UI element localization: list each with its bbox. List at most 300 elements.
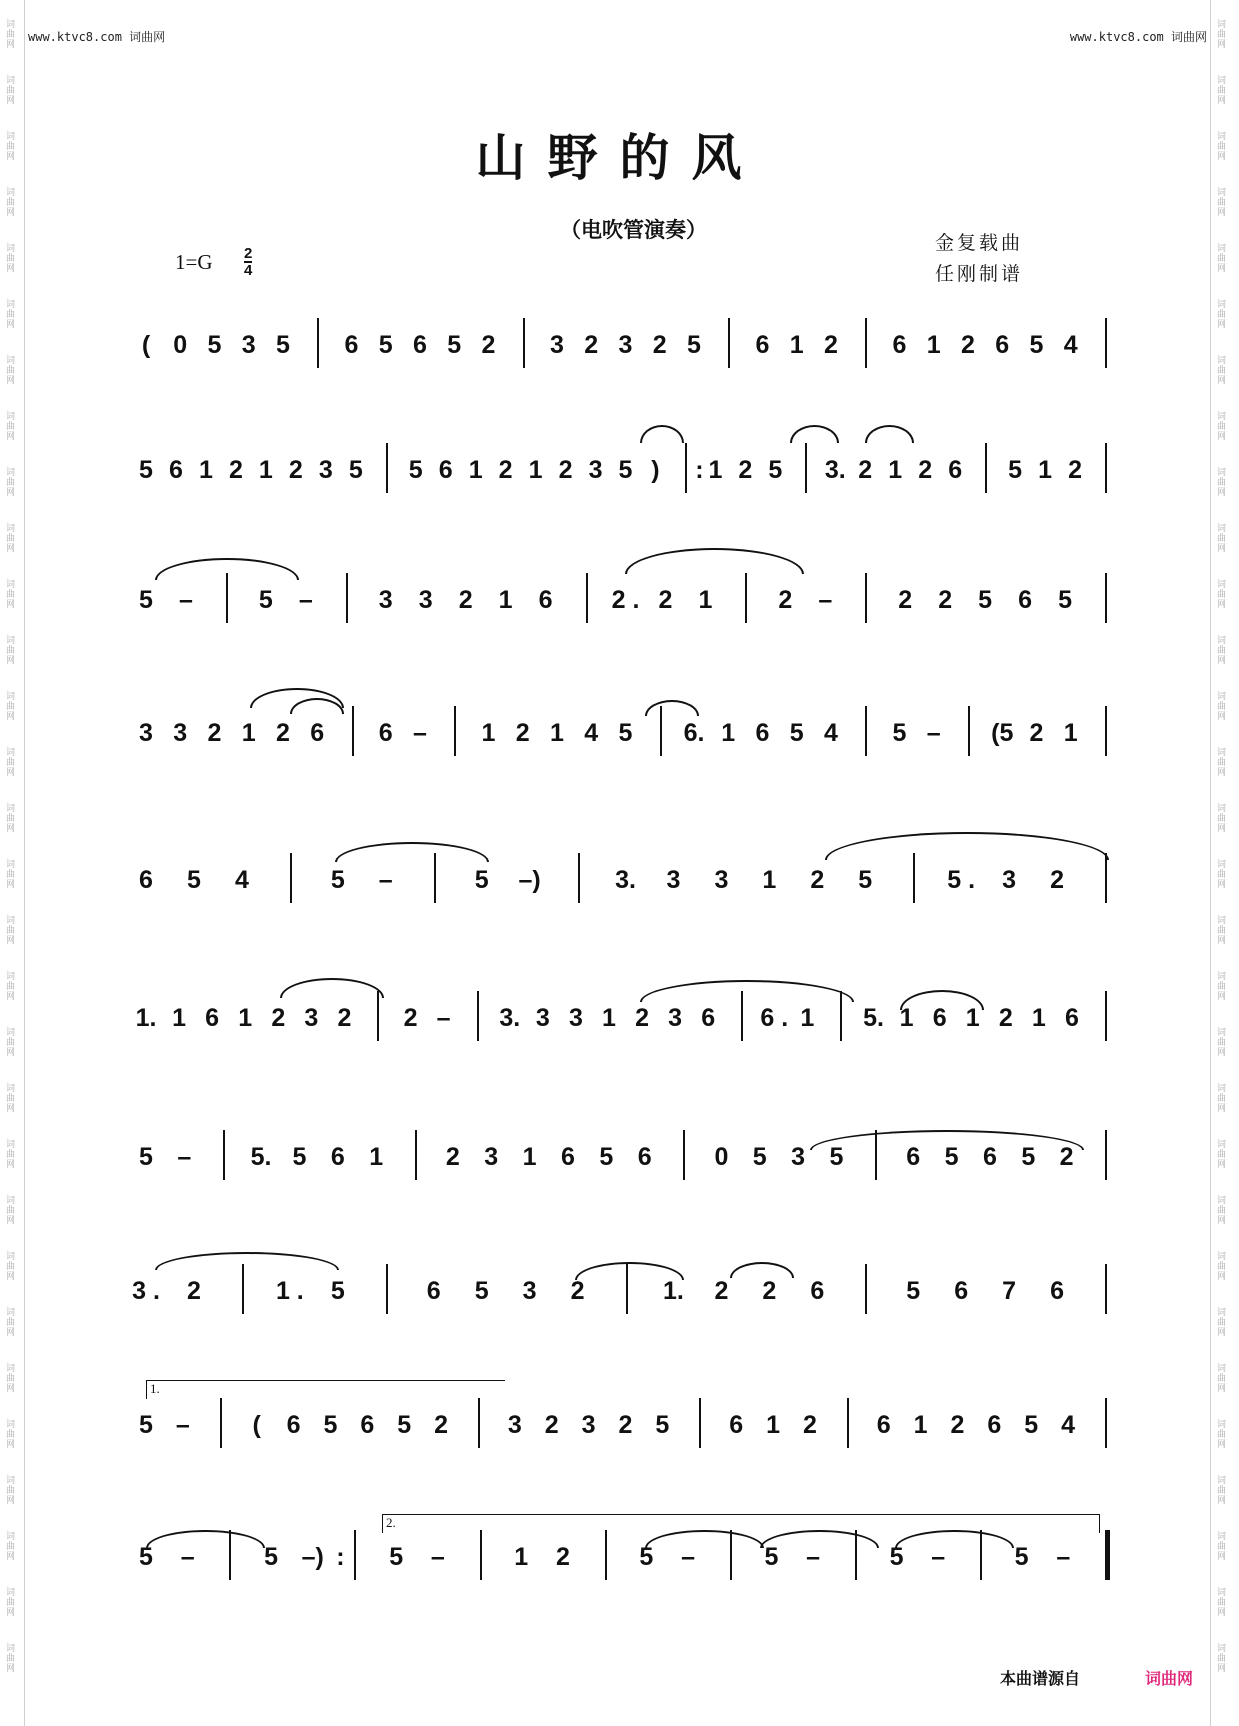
note: 5 [944, 1143, 959, 1171]
note: 6 [810, 1277, 825, 1305]
repeat-dots: : [695, 456, 704, 484]
note: 1 [1038, 456, 1053, 484]
note: 6 [344, 331, 359, 359]
watermark-text: 词 曲 网 [1217, 132, 1227, 162]
note: 4 [584, 719, 599, 747]
note: 5 [139, 1543, 153, 1571]
barline [1105, 318, 1107, 368]
note: 3 [714, 866, 729, 894]
watermark-text: 词 曲 网 [1217, 1420, 1227, 1450]
note: 2 [635, 1004, 649, 1032]
watermark-text: 词 曲 网 [6, 1308, 16, 1338]
note: 6 [892, 331, 907, 359]
note: 6 [413, 331, 427, 359]
time-signature-bottom: 4 [244, 262, 253, 279]
watermark-text: 词 曲 网 [1217, 916, 1227, 946]
note: 2 [618, 1411, 633, 1439]
note: 1 [708, 456, 723, 484]
note: 3. [824, 456, 846, 484]
note: 2 [276, 719, 290, 747]
watermark-text: 词 曲 网 [6, 20, 16, 50]
time-signature [244, 246, 252, 278]
note: 2 [762, 1277, 777, 1305]
watermark-text: 词 曲 网 [6, 524, 16, 554]
note: 3 [588, 456, 603, 484]
barline [728, 318, 730, 368]
note: 1 [528, 456, 543, 484]
note: 3 [1002, 866, 1017, 894]
note: 5 [139, 586, 153, 614]
barline [1105, 1398, 1107, 1448]
repeat-barline [685, 443, 687, 493]
watermark-text: 词 曲 网 [1217, 1644, 1227, 1674]
watermark-text: 词 曲 网 [6, 244, 16, 274]
watermark-text: 词 曲 网 [6, 1532, 16, 1562]
barline [1105, 443, 1107, 493]
note: 5 [978, 586, 993, 614]
header-left-site[interactable]: www.ktvc8.com 词曲网 [28, 30, 166, 44]
note: 5. [863, 1004, 884, 1032]
note: 5 [348, 456, 363, 484]
note: 2 [498, 456, 513, 484]
note: 5 [276, 331, 290, 359]
note: 2 [998, 1004, 1013, 1032]
note: 5 [889, 1543, 904, 1571]
watermark-text: 词 曲 网 [6, 916, 16, 946]
score-row [0, 865, 1239, 925]
barline [745, 573, 747, 623]
note: 5 [1008, 456, 1023, 484]
note: 5 [764, 1543, 779, 1571]
note: 5 [330, 866, 345, 894]
barline [480, 1530, 482, 1580]
note: 1 [514, 1543, 529, 1571]
note: 3 [535, 1004, 550, 1032]
note: 5 [139, 1143, 153, 1171]
note: 4 [1061, 1411, 1076, 1439]
note: 6 [948, 456, 963, 484]
final-barline [1105, 1530, 1110, 1580]
barline [477, 991, 479, 1041]
note: 1 [721, 719, 736, 747]
note: 2 [584, 331, 599, 359]
watermark-text: 词 曲 网 [6, 972, 16, 1002]
note: 2 [445, 1143, 460, 1171]
watermark-text: 词 曲 网 [1217, 1476, 1227, 1506]
slur [900, 990, 984, 1010]
note: 6 [1050, 1277, 1064, 1305]
watermark-text: 词 曲 网 [6, 132, 16, 162]
sustain-dash: – [378, 866, 393, 894]
note: 3 [378, 586, 393, 614]
note: 5 [474, 866, 489, 894]
note: 3 [668, 1004, 683, 1032]
note: 3 [418, 586, 433, 614]
note: –) [518, 866, 541, 894]
barline [1105, 991, 1107, 1041]
note: 3 [568, 1004, 583, 1032]
note: 5 [906, 1277, 921, 1305]
footer-label: 本曲谱源自 [1000, 1669, 1081, 1688]
composer-credit: 金复载曲 [935, 232, 1024, 254]
note: 6 [139, 866, 153, 894]
watermark-text: 词 曲 网 [6, 580, 16, 610]
slur [865, 425, 914, 443]
note: 1 [602, 1004, 616, 1032]
barline [346, 573, 348, 623]
subtitle: （电吹管演奏） [560, 218, 707, 242]
barline [1105, 706, 1107, 756]
note: 6 [637, 1143, 652, 1171]
score-row [0, 1003, 1239, 1063]
note: 6 [205, 1004, 220, 1032]
note: 1 [926, 331, 941, 359]
note: 6 [310, 719, 325, 747]
note: 2 [950, 1411, 965, 1439]
key-signature: 1=G [175, 250, 213, 274]
note: 2 [228, 456, 243, 484]
watermark-text: 词 曲 网 [1217, 1532, 1227, 1562]
note: 2 [570, 1277, 585, 1305]
note: 2 [271, 1004, 286, 1032]
note: 1. [135, 1004, 157, 1032]
note: 1 [238, 1004, 253, 1032]
note: 7 [1002, 1277, 1017, 1305]
note: 6 [906, 1143, 921, 1171]
note: 2 [186, 1277, 201, 1305]
note: 5 [618, 719, 633, 747]
header-right-site[interactable]: www.ktvc8.com 词曲网 [1069, 30, 1207, 44]
note: 3 [581, 1411, 596, 1439]
barline [578, 853, 580, 903]
note: 1 [522, 1143, 537, 1171]
watermark-text: 词 曲 网 [1217, 356, 1227, 386]
note: 2 [1050, 866, 1064, 894]
barline [699, 1398, 701, 1448]
watermark-text: 词 曲 网 [6, 1476, 16, 1506]
barline [605, 1530, 607, 1580]
barline [523, 318, 525, 368]
note: 1 [766, 1411, 780, 1439]
barline [913, 853, 915, 903]
note: 5 [618, 456, 633, 484]
watermark-text: 词 曲 网 [1217, 1588, 1227, 1618]
watermark-text: 词 曲 网 [1217, 1252, 1227, 1282]
watermark-text: 词 曲 网 [6, 412, 16, 442]
time-signature-top: 2 [244, 245, 253, 262]
barline [1105, 573, 1107, 623]
note: ( [252, 1411, 261, 1439]
note: 1 [899, 1004, 914, 1032]
note: 2 [714, 1277, 729, 1305]
slur [640, 980, 854, 1002]
barline [317, 318, 319, 368]
watermark-text: 词 曲 网 [6, 1252, 16, 1282]
note: 5 [330, 1277, 345, 1305]
first-ending-bracket: 1. [146, 1380, 505, 1399]
note: 6 [169, 456, 183, 484]
sustain-dash: – [818, 586, 833, 614]
slur [155, 1252, 339, 1270]
note: 3 [666, 866, 681, 894]
note: 6 [1018, 586, 1033, 614]
watermark-text: 词 曲 网 [1217, 1308, 1227, 1338]
note: 6 [982, 1143, 997, 1171]
note: 6 [876, 1411, 891, 1439]
note: 3 . [132, 1277, 160, 1305]
note: 6 [1064, 1004, 1079, 1032]
watermark-text: 词 曲 网 [6, 188, 16, 218]
note: 2 [515, 719, 530, 747]
barline [1105, 1264, 1107, 1314]
watermark-text: 词 曲 网 [6, 804, 16, 834]
note: 5 [186, 866, 201, 894]
note: 5 [323, 1411, 338, 1439]
sustain-dash: – [180, 1543, 195, 1571]
score-row [0, 455, 1239, 515]
note: 5 [829, 1143, 844, 1171]
note: 2 [288, 456, 303, 484]
note: 3 [791, 1143, 806, 1171]
note: 6 [932, 1004, 947, 1032]
watermark-text: 词 曲 网 [6, 468, 16, 498]
note: 5 [292, 1143, 307, 1171]
repeat-dots: : [336, 1543, 345, 1571]
note: 6 [330, 1143, 345, 1171]
note: 1 [1063, 719, 1078, 747]
watermark-text: 词 曲 网 [6, 860, 16, 890]
slur [645, 700, 699, 716]
barline [242, 1264, 244, 1314]
note: 3. [615, 866, 636, 894]
watermark-text: 词 曲 网 [1217, 188, 1227, 218]
note: 1 [498, 586, 513, 614]
note: 3 [139, 719, 153, 747]
barline [352, 706, 354, 756]
note: 1 [198, 456, 213, 484]
note: 5 [892, 719, 907, 747]
note: 1 [965, 1004, 980, 1032]
note: 2 [403, 1004, 418, 1032]
note: 3 [484, 1143, 499, 1171]
sustain-dash: – [681, 1543, 695, 1571]
slur [810, 1130, 1084, 1150]
note: 2 [810, 866, 825, 894]
note: 6 [360, 1411, 375, 1439]
note: 1 [762, 866, 777, 894]
watermark-text: 词 曲 网 [6, 1028, 16, 1058]
note: 3 [618, 331, 633, 359]
watermark-text: 词 曲 网 [1217, 972, 1227, 1002]
slur [575, 1262, 684, 1280]
note: 4 [234, 866, 249, 894]
note: 2 [938, 586, 953, 614]
watermark-text: 词 曲 网 [6, 692, 16, 722]
footer-brand[interactable]: 词曲网 [1145, 1669, 1194, 1688]
note: 2 [207, 719, 222, 747]
note: ( [141, 331, 151, 359]
note: 2 [778, 586, 793, 614]
sustain-dash: – [175, 1411, 190, 1439]
note: 1 [789, 331, 804, 359]
barline [290, 853, 292, 903]
sustain-dash: – [177, 1143, 192, 1171]
note: ) [651, 456, 660, 484]
watermark-text: 词 曲 网 [1217, 76, 1227, 106]
note: 1 . [275, 1277, 304, 1305]
note: 3 [173, 719, 188, 747]
sustain-dash: – [413, 719, 427, 747]
barline [386, 1264, 388, 1314]
note: 1 [468, 456, 483, 484]
note: 0 [173, 331, 188, 359]
score-row [0, 585, 1239, 645]
barline [865, 573, 867, 623]
barline [985, 443, 987, 493]
repeat-barline [354, 1530, 356, 1580]
second-ending-bracket: 2. [382, 1514, 1100, 1533]
note: 3 [318, 456, 333, 484]
sustain-dash: – [430, 1543, 445, 1571]
note: 2 [481, 331, 496, 359]
note: 0 [714, 1143, 729, 1171]
watermark-text: 词 曲 网 [1217, 468, 1227, 498]
watermark-text: 词 曲 网 [1217, 748, 1227, 778]
barline [415, 1130, 417, 1180]
note: 3 [304, 1004, 319, 1032]
score-row [0, 1276, 1239, 1336]
watermark-text: 词 曲 网 [6, 1140, 16, 1170]
note: 6 [538, 586, 553, 614]
note: 6 [378, 719, 393, 747]
note: 3 [507, 1411, 522, 1439]
note: 2 [898, 586, 913, 614]
note: 5 [139, 456, 153, 484]
score-row [0, 718, 1239, 778]
note: 1 [369, 1143, 384, 1171]
note: 6 [426, 1277, 441, 1305]
note: 1 [172, 1004, 187, 1032]
slur [730, 1262, 794, 1278]
watermark-text: 词 曲 网 [6, 1644, 16, 1674]
note: 1 [550, 719, 564, 747]
note: 5 . [947, 866, 976, 894]
barline [865, 706, 867, 756]
watermark-text: 词 曲 网 [1217, 524, 1227, 554]
note: 2 [337, 1004, 352, 1032]
note: 2 [544, 1411, 559, 1439]
note: 2 [1068, 456, 1082, 484]
watermark-text: 词 曲 网 [6, 1364, 16, 1394]
note: 2 [1029, 719, 1044, 747]
slur [146, 1530, 265, 1548]
note: 2 [652, 331, 667, 359]
note: 6 . [760, 1004, 789, 1032]
note: 5 [687, 331, 701, 359]
watermark-text: 词 曲 网 [6, 356, 16, 386]
note: 4 [824, 719, 838, 747]
note: 5 [474, 1277, 489, 1305]
note: 5 [639, 1543, 654, 1571]
barline [220, 1398, 222, 1448]
note: 5 [1014, 1543, 1029, 1571]
note: 6 [701, 1004, 716, 1032]
note: 5 [378, 331, 393, 359]
watermark-text: 词 曲 网 [6, 636, 16, 666]
note: 5 [139, 1411, 153, 1439]
note: 5 [397, 1411, 412, 1439]
note: 6 [755, 719, 770, 747]
sustain-dash: – [179, 586, 193, 614]
watermark-text: 词 曲 网 [1217, 580, 1227, 610]
note: 2 . [611, 586, 640, 614]
note: 5. [250, 1143, 272, 1171]
barline [377, 991, 379, 1041]
note: 1 [913, 1411, 928, 1439]
barline [847, 1398, 849, 1448]
barline [586, 573, 588, 623]
watermark-text: 词 曲 网 [1217, 300, 1227, 330]
note: 3. [499, 1004, 521, 1032]
note: 1 [241, 719, 256, 747]
note: 1 [258, 456, 273, 484]
note: 5 [408, 456, 423, 484]
note: 6 [561, 1143, 575, 1171]
slur [280, 978, 384, 998]
score-row [0, 330, 1239, 390]
watermark-text: 词 曲 网 [1217, 244, 1227, 274]
note: 5 [655, 1411, 670, 1439]
barline [386, 443, 388, 493]
note: 5 [1024, 1411, 1039, 1439]
note: 2 [738, 456, 753, 484]
note: 5 [207, 331, 222, 359]
note: 5 [599, 1143, 614, 1171]
note: 2 [558, 456, 573, 484]
barline [865, 1264, 867, 1314]
watermark-text: 词 曲 网 [6, 1196, 16, 1226]
score-row [0, 1142, 1239, 1202]
note: 5 [752, 1143, 767, 1171]
slur [790, 425, 839, 443]
page-title: 山野的风 [475, 128, 764, 187]
note: 6 [954, 1277, 969, 1305]
note: 2 [824, 331, 838, 359]
note: 1 [1031, 1004, 1046, 1032]
note: 1 [888, 456, 903, 484]
note: 1 [481, 719, 496, 747]
note: 5 [1029, 331, 1044, 359]
sustain-dash: – [931, 1543, 946, 1571]
note: 2 [658, 586, 673, 614]
watermark-text: 词 曲 网 [1217, 804, 1227, 834]
barline [478, 1398, 480, 1448]
note: 6 [729, 1411, 744, 1439]
note: 1 [698, 586, 713, 614]
watermark-text: 词 曲 网 [1217, 20, 1227, 50]
sustain-dash: – [926, 719, 941, 747]
note: 6. [683, 719, 705, 747]
barline [683, 1130, 685, 1180]
watermark-text: 词 曲 网 [6, 1420, 16, 1450]
note: 6 [755, 331, 770, 359]
watermark-text: 词 曲 网 [1217, 1364, 1227, 1394]
note: 5 [264, 1543, 279, 1571]
note: 5 [858, 866, 873, 894]
note: 6 [286, 1411, 301, 1439]
note: –) [301, 1543, 324, 1571]
watermark-text: 词 曲 网 [1217, 412, 1227, 442]
